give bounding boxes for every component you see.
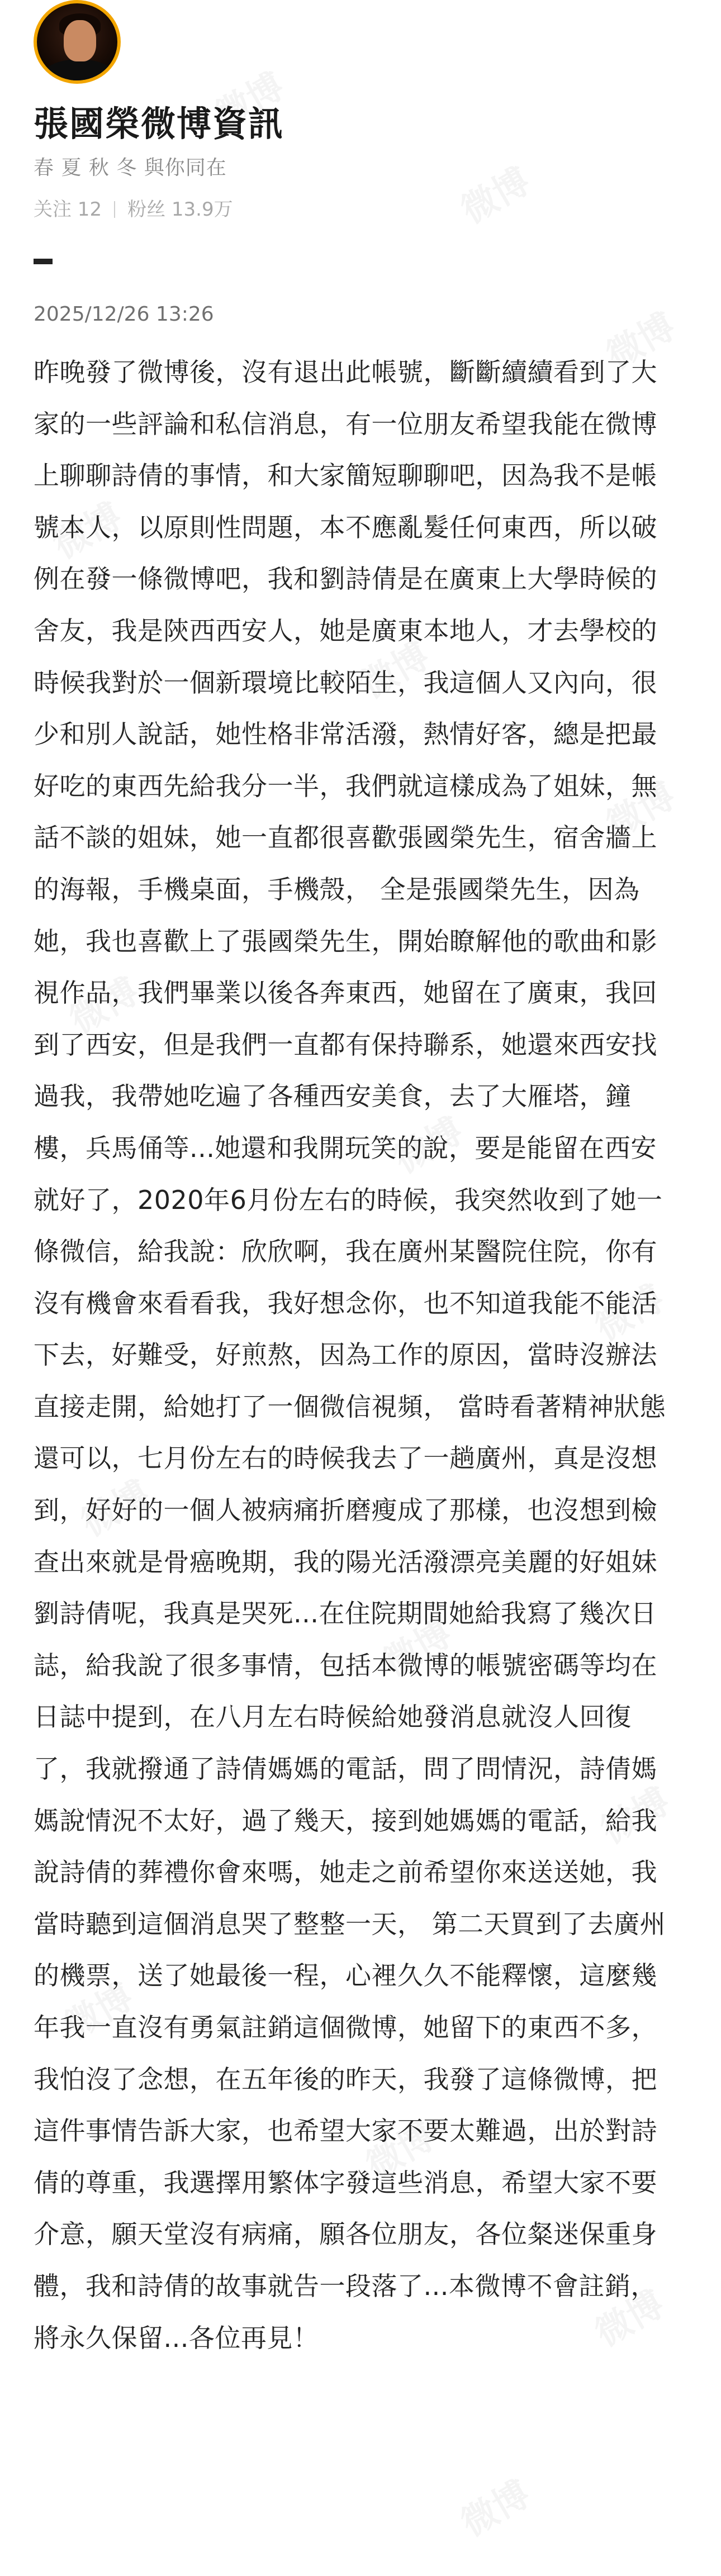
avatar-face: [64, 20, 96, 61]
profile-bio: 春 夏 秋 冬 與你同在: [34, 156, 227, 179]
post-timestamp: 2025/12/26 13:26: [34, 303, 214, 326]
section-divider-mark: [34, 259, 53, 264]
following-count[interactable]: 关注 12: [34, 198, 102, 221]
avatar[interactable]: [34, 0, 121, 84]
post-content: 昨晚發了微博後，沒有退出此帳號，斷斷續續看到了大家的一些評論和私信消息，有一位朋友希望我能在微博上聊聊詩倩的事情，和大家簡短聊聊吧，因為我不是帳號本人，以原則性問題，本不應亂髮任何東西，所以破例在發一條微博吧，我和劉詩倩是在廣東上大學時候的舍友，我是陝西西安人，她是廣東本地人，才去學校的時候我對於一個新環境比較陌生，我這個人又內向，很少和別人說話，她性格非常活潑，熱情好客，總是把最好吃的東西先給我分一半，我們就這樣成為了姐妹，無話不談的姐妹，她一直都很喜歡張國榮先生，宿舍牆上的海報，手機桌面，手機殼， 全是張國榮先生，因為她，我也喜歡上了張國榮先生，開始瞭解他的歌曲和影視作品，我們畢業以後各奔東西，她留在了廣東，我回到了西安，但是我們一直都有保持聯系，她還來西安找過我，我帶她吃遍了各種西安美食，去了大雁塔，鐘樓，兵馬俑等...她還和我開玩笑的說，要是能留在西安就好了，2020年6月份左右的時候，我突然收到了她一條微信，給我說：欣欣啊，我在廣州某醫院住院，你有沒有機會來看看我，我好想念你，也不知道我能不能活下去，好難受，好煎熬，因為工作的原因，當時沒辦法直接走開，給她打了一個微信視頻， 當時看著精神狀態還可以，七月份左右的時候我去了一趟廣州，真是沒想到，好好的一個人被病痛折磨瘦成了那樣，也沒想到檢查出來就是骨癌晚期，我的陽光活潑漂亮美麗的好姐妹劉詩倩呢，我真是哭死...在住院期間她給我寫了幾次日誌，給我說了很多事情，包括本微博的帳號密碼等均在日誌中提到，在八月左右時候給她發消息就沒人回復了，我就撥通了詩倩媽媽的電話，問了問情況，詩倩媽媽說情況不太好，過了幾天，接到她媽媽的電話，給我說詩倩的葬禮你會來嗎，她走之前希望你來送送她，我當時聽到這個消息哭了整整一天， 第二天買到了去廣州的機票，送了她最後一程，心裡久久不能釋懷，這麼幾年我一直沒有勇氣註銷這個微博，她留下的東西不多，我怕沒了念想，在五年後的昨天，我發了這條微博，把這件事情告訴大家，也希望大家不要太難過，出於對詩倩的尊重，我選擇用繁体字發這些消息，希望大家不要介意，願天堂沒有病痛，願各位朋友，各位粲迷保重身體，我和詩倩的故事就告一段落了...本微博不會註銷，將永久保留...各位再見！: [34, 357, 666, 2353]
profile-stats: [34, 196, 233, 223]
followers-count[interactable]: 粉丝 13.9万: [127, 198, 233, 221]
watermark: [450, 2466, 538, 2546]
stats-divider: [114, 201, 115, 218]
profile-name[interactable]: 張國榮微博資訊: [34, 103, 284, 144]
avatar-shoulders: [42, 59, 115, 84]
watermark: [450, 153, 538, 234]
